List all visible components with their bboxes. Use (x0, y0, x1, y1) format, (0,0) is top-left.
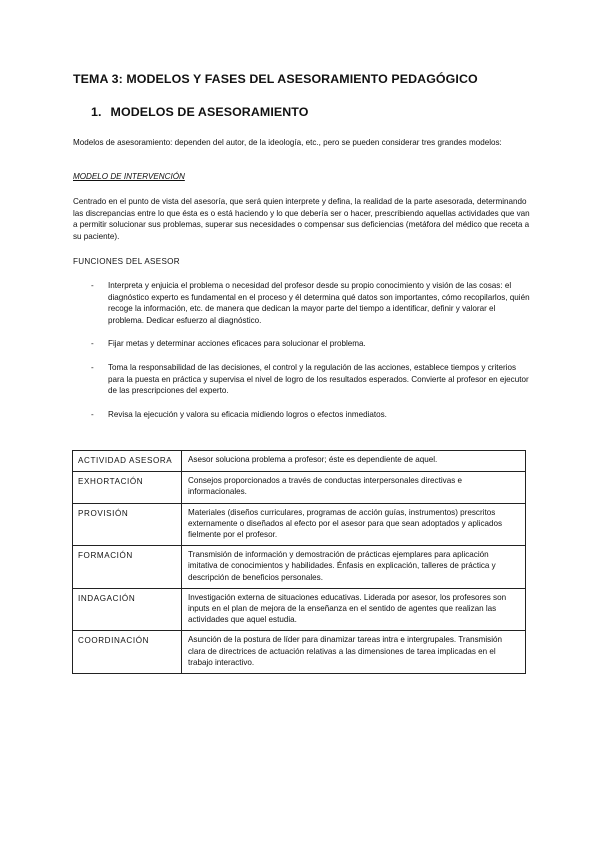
table-key-cell: FORMACIÓN (73, 546, 182, 589)
bullet-marker: - (91, 362, 94, 372)
table-row (73, 588, 526, 631)
bullet-marker: - (91, 339, 94, 349)
table-key-cell: EXHORTACIÓN (73, 472, 182, 503)
table-key-cell: COORDINACIÓN (73, 631, 182, 674)
table-key-cell: ACTIVIDAD ASESORA (73, 451, 182, 472)
section-title: MODELOS DE ASESORAMIENTO (110, 105, 309, 119)
bullet-marker: - (91, 409, 94, 419)
table-value-cell: Transmisión de información y demostración de prácticas ejemplares para aplicación imitativa de conocimientos y habilidades. Énfasis en explicación, talleres de práctica y descripción de beneficios personales. (182, 546, 526, 589)
section-heading (91, 105, 308, 119)
list-item-text: Toma la responsabilidad de las decisiones, el control y la regulación de las acciones, establece tiempos y criterios para la puesta en práctica y supervisa el nivel de logro de los resultados esperados. Convierte al profesor en ejecutor de las prescripciones del experto. (108, 362, 529, 396)
table-value-cell: Asunción de la postura de líder para dinamizar tareas intra e intergrupales. Transmisión clara de directrices de actuación relativas a las dimensiones de tarea implicadas en el trabajo interactivo. (182, 631, 526, 674)
functions-heading: FUNCIONES DEL ASESOR (73, 257, 180, 266)
description-paragraph: Centrado en el punto de vista del asesoría, que será quien interprete y defina, la realidad de la parte asesorada, determinando las discrepancias entre lo que ésta es o está haciendo y lo que debería ser o hacer, prescribiendo aquellas actividades que van a permitir solucionar sus problemas, superar sus necesidades o compensar sus deficiencias (metáfora del médico que receta a su paciente). (73, 197, 530, 241)
table-value-cell: Consejos proporcionados a través de conductas interpersonales directivas e informacionales. (182, 472, 526, 503)
list-item (91, 280, 531, 326)
intro-paragraph: Modelos de asesoramiento: dependen del autor, de la ideología, etc., pero se pueden considerar tres grandes modelos: (73, 138, 502, 147)
bullet-marker: - (91, 281, 94, 290)
subheading-modelo-intervencion: MODELO DE INTERVENCIÓN (73, 172, 185, 181)
table-key-cell: INDAGACIÓN (73, 588, 182, 631)
table-row (73, 546, 526, 589)
list-item-text: Revisa la ejecución y valora su eficacia midiendo logros o efectos inmediatos. (108, 409, 387, 419)
list-item (91, 338, 531, 350)
table-row (73, 631, 526, 674)
table-row (73, 472, 526, 503)
list-item (91, 409, 531, 421)
list-item-text: Fijar metas y determinar acciones eficaces para solucionar el problema. (108, 339, 366, 349)
activities-table (72, 450, 526, 674)
document-title: TEMA 3: MODELOS Y FASES DEL ASESORAMIENTO PEDAGÓGICO (73, 72, 478, 86)
table-value-cell: Materiales (diseños curriculares, programas de acción guías, instrumentos) prescritos externamente o diseñados al efecto por el asesor para que sean adoptados y aplicados fielmente por el profesor. (182, 503, 526, 546)
functions-list (91, 280, 531, 432)
list-item-text: Interpreta y enjuicia el problema o necesidad del profesor desde su propio conocimiento y visión de las cosas: el diagnóstico experto es fundamental en el proceso y él determina qué datos son importantes, cómo recopilarlos, quién recoge la información, etc. de manera que dedican la mayor parte del tiempo a identificar, definir y valorar el problema. Dedicar esfuerzo al diagnóstico. (108, 281, 530, 325)
section-number: 1. (91, 105, 102, 119)
table-row (73, 451, 526, 472)
table-key-cell: PROVISIÓN (73, 503, 182, 546)
table-value-cell: Investigación externa de situaciones educativas. Liderada por asesor, los profesores son inputs en el plan de mejora de la enseñanza en el sentido de agentes que realizan las actividades que aquel estudia. (182, 588, 526, 631)
list-item (91, 362, 531, 397)
table-value-cell: Asesor soluciona problema a profesor; éste es dependiente de aquel. (182, 451, 526, 472)
table-row (73, 503, 526, 546)
